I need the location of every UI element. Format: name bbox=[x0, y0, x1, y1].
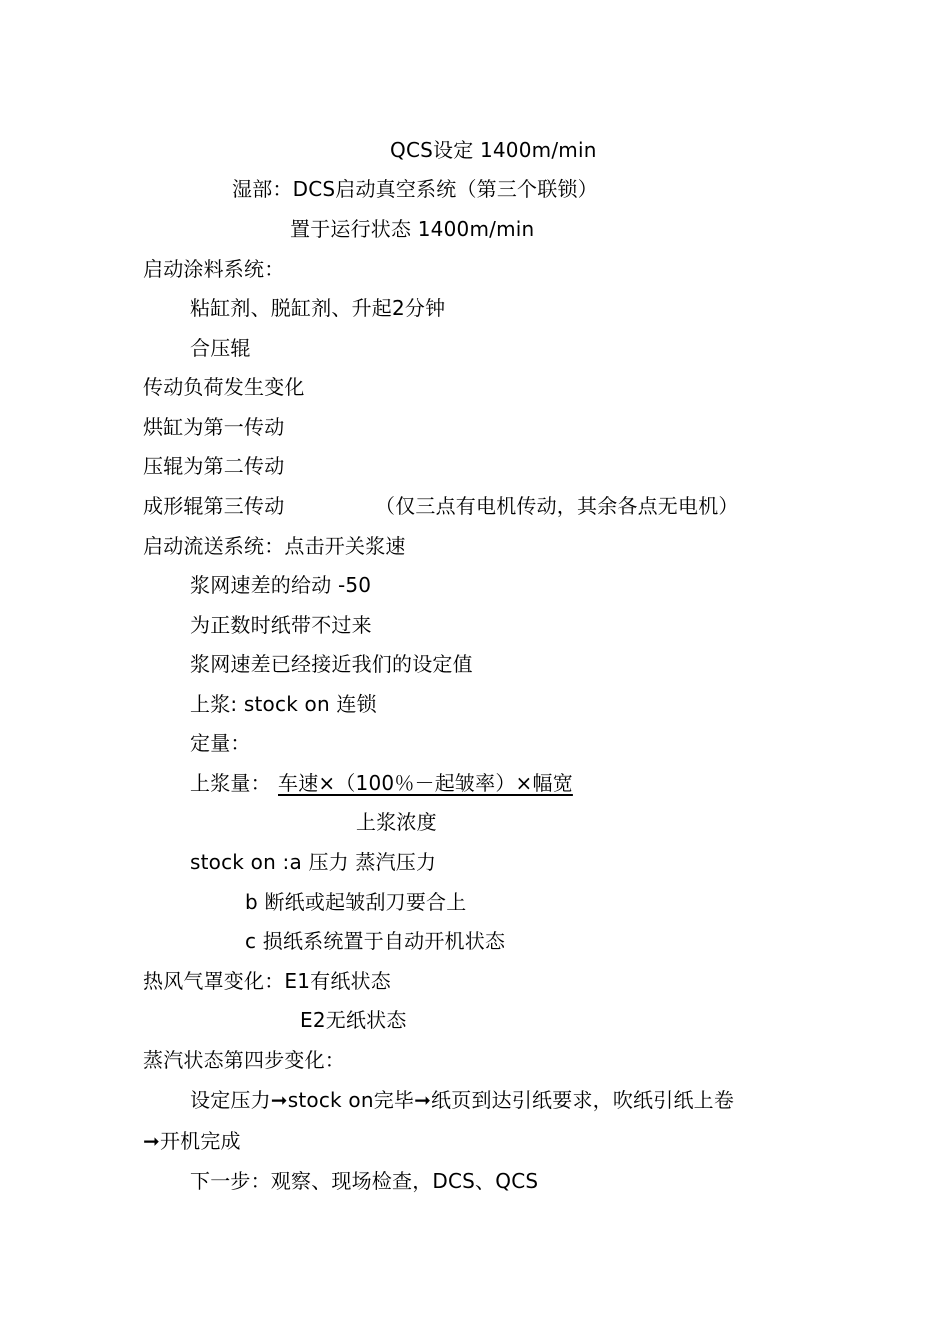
qcs-setting-line: QCS设定 1400m/min bbox=[390, 138, 597, 162]
setpoint-approach-line: 浆网速差已经接近我们的设定值 bbox=[190, 652, 473, 676]
run-state-line: 置于运行状态 1400m/min bbox=[290, 217, 535, 241]
positive-note-line: 为正数时纸带不过来 bbox=[190, 613, 372, 637]
stock-consistency-line: 上浆浓度 bbox=[356, 810, 437, 834]
stock-amount-label: 上浆量： bbox=[190, 771, 271, 795]
drive-load-line: 传动负荷发生变化 bbox=[143, 375, 305, 399]
hood-e2-line: E2无纸状态 bbox=[300, 1008, 407, 1032]
stock-on-c-line: c 损纸系统置于自动开机状态 bbox=[245, 929, 506, 953]
next-step-line: 下一步：观察、现场检查，DCS、QCS bbox=[190, 1169, 539, 1193]
coating-system-heading: 启动涂料系统： bbox=[143, 257, 285, 281]
dryer-first-drive-line: 烘缸为第一传动 bbox=[143, 415, 285, 439]
basis-weight-heading: 定量： bbox=[190, 731, 251, 755]
hood-change-line: 热风气罩变化：E1有纸状态 bbox=[143, 969, 391, 993]
stock-on-b-line: b 断纸或起皱刮刀要合上 bbox=[245, 890, 467, 914]
press-second-drive-line: 压辊为第二传动 bbox=[143, 454, 285, 478]
steam-sequence-line: 设定压力➞stock on完毕➞纸页到达引纸要求，吹纸引纸上卷 bbox=[190, 1088, 735, 1112]
stock-amount-formula: 车速×（100％－起皱率）×幅宽 bbox=[278, 771, 573, 795]
motor-note-line: （仅三点有电机传动，其余各点无电机） bbox=[375, 494, 739, 518]
speed-diff-line: 浆网速差的给动 -50 bbox=[190, 573, 372, 597]
stock-on-a-line: stock on :a 压力 蒸汽压力 bbox=[190, 850, 437, 874]
steam-step4-heading: 蒸汽状态第四步变化： bbox=[143, 1048, 345, 1072]
forming-third-drive-line: 成形辊第三传动 bbox=[143, 494, 285, 518]
coating-agents-line: 粘缸剂、脱缸剂、升起2分钟 bbox=[190, 296, 446, 320]
wet-end-vacuum-line: 湿部：DCS启动真空系统（第三个联锁） bbox=[232, 177, 598, 201]
stock-on-interlock-line: 上浆: stock on 连锁 bbox=[190, 692, 377, 716]
press-roll-line: 合压辊 bbox=[190, 336, 251, 360]
flow-system-heading: 启动流送系统：点击开关浆速 bbox=[143, 534, 406, 558]
startup-complete-line: ➞开机完成 bbox=[143, 1129, 241, 1153]
